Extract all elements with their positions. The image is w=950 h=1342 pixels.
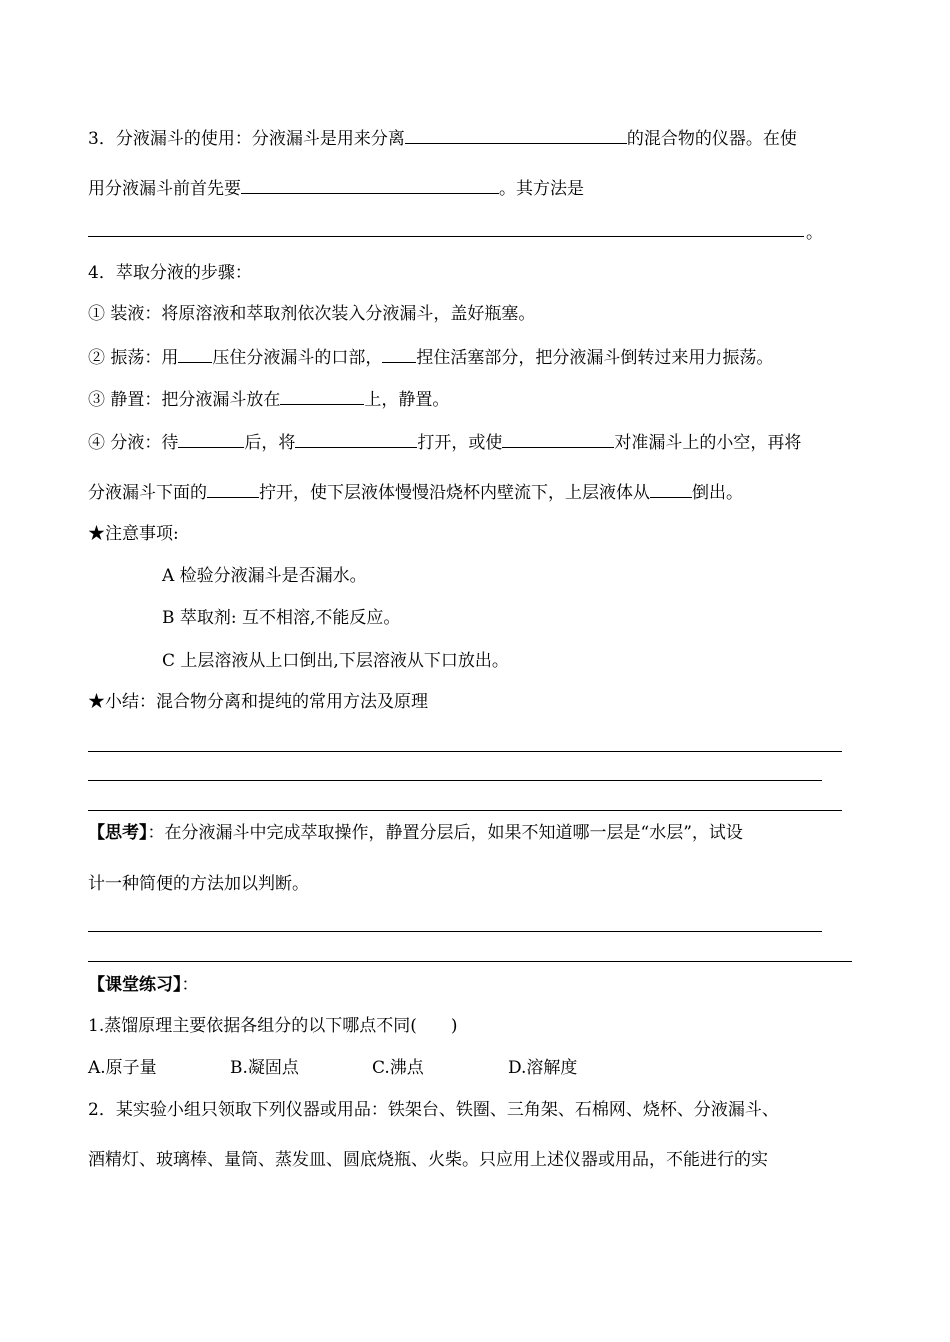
think-answer-line-1[interactable] bbox=[88, 931, 822, 932]
note-item-a: A 检验分液漏斗是否漏水。 bbox=[162, 566, 367, 586]
practice-label: 【课堂练习】 bbox=[88, 975, 182, 995]
option-c[interactable]: C.沸点 bbox=[372, 1058, 424, 1078]
q4-title: 4．萃取分液的步骤： bbox=[88, 263, 252, 283]
practice-colon: ： bbox=[181, 975, 199, 995]
q4-step2 bbox=[88, 346, 773, 369]
q4-step4-blank3[interactable] bbox=[502, 431, 614, 448]
q3-period: 。 bbox=[806, 223, 823, 243]
q4-step2-c: 捏住活塞部分，把分液漏斗倒转过来用力振荡。 bbox=[416, 348, 774, 368]
practice-q1: 1.蒸馏原理主要依据各组分的以下哪点不同( ) bbox=[88, 1016, 458, 1036]
q4-step1: ① 装液：将原溶液和萃取剂依次装入分液漏斗，盖好瓶塞。 bbox=[88, 304, 536, 324]
q3-blank-1[interactable] bbox=[405, 127, 627, 144]
note-item-b: B 萃取剂: 互不相溶,不能反应。 bbox=[162, 608, 401, 628]
q4-step4-d: 对准漏斗上的小空，再将 bbox=[614, 433, 802, 453]
notes-title: ★注意事项: bbox=[88, 524, 179, 544]
q4-step4-a: ④ 分液：待 bbox=[88, 433, 179, 453]
practice-q2-line2: 酒精灯、玻璃棒、量筒、蒸发皿、圆底烧瓶、火柴。只应用上述仪器或用品，不能进行的实 bbox=[88, 1150, 768, 1170]
q4-step2-blank1[interactable] bbox=[178, 346, 212, 363]
think-text-2: 计一种简便的方法加以判断。 bbox=[88, 874, 309, 894]
think-label: 【思考】 bbox=[88, 823, 148, 843]
think-line1 bbox=[88, 822, 743, 844]
q4-step4-line2 bbox=[88, 481, 743, 504]
think-answer-line-2[interactable] bbox=[88, 961, 852, 962]
q4-step2-a: ② 振荡：用 bbox=[88, 348, 179, 368]
option-b[interactable]: B.凝固点 bbox=[230, 1058, 299, 1078]
practice-q2-line1: 2．某实验小组只领取下列仪器或用品：铁架台、铁圈、三角架、石棉网、烧杯、分液漏斗、 bbox=[88, 1100, 779, 1120]
q3-text-c: 用分液漏斗前首先要 bbox=[88, 179, 241, 199]
practice-heading bbox=[88, 974, 199, 996]
summary-title: ★小结：混合物分离和提纯的常用方法及原理 bbox=[88, 692, 428, 712]
q4-step3-a: ③ 静置：把分液漏斗放在 bbox=[88, 390, 281, 410]
q4-step4-g: 倒出。 bbox=[692, 483, 743, 503]
q4-step4-f: 拧开，使下层液体慢慢沿烧杯内壁流下，上层液体从 bbox=[259, 483, 650, 503]
q4-step4-blank4[interactable] bbox=[207, 481, 259, 498]
q3-text-a: 3．分液漏斗的使用：分液漏斗是用来分离 bbox=[88, 129, 405, 149]
option-d[interactable]: D.溶解度 bbox=[508, 1058, 578, 1078]
q4-step3 bbox=[88, 388, 449, 411]
summary-answer-line-1[interactable] bbox=[88, 751, 842, 752]
q4-step4-c: 打开，或使 bbox=[417, 433, 503, 453]
note-item-c: C 上层溶液从上口倒出,下层溶液从下口放出。 bbox=[162, 651, 509, 671]
q4-step4-blank5[interactable] bbox=[650, 481, 692, 498]
q3-text-b: 的混合物的仪器。在使 bbox=[626, 129, 797, 149]
q4-step4-line1 bbox=[88, 431, 801, 454]
q3-answer-line[interactable] bbox=[88, 236, 804, 237]
q4-step3-b: 上，静置。 bbox=[364, 390, 450, 410]
think-text-1: ：在分液漏斗中完成萃取操作，静置分层后，如果不知道哪一层是“水层”，试设 bbox=[147, 823, 743, 843]
q4-step4-e: 分液漏斗下面的 bbox=[88, 483, 207, 503]
q3-line1 bbox=[88, 127, 797, 150]
q4-step4-b: 后，将 bbox=[244, 433, 296, 453]
q4-step4-blank2[interactable] bbox=[295, 431, 417, 448]
summary-answer-line-3[interactable] bbox=[88, 810, 842, 811]
q4-step4-blank1[interactable] bbox=[178, 431, 244, 448]
q4-step2-b: 压住分液漏斗的口部， bbox=[212, 348, 383, 368]
option-a[interactable]: A.原子量 bbox=[88, 1058, 157, 1078]
q3-blank-2[interactable] bbox=[241, 177, 499, 194]
summary-answer-line-2[interactable] bbox=[88, 780, 822, 781]
q4-step3-blank[interactable] bbox=[280, 388, 364, 405]
q3-text-d: 。其方法是 bbox=[499, 179, 584, 199]
q4-step2-blank2[interactable] bbox=[382, 346, 416, 363]
q3-line2 bbox=[88, 177, 584, 200]
